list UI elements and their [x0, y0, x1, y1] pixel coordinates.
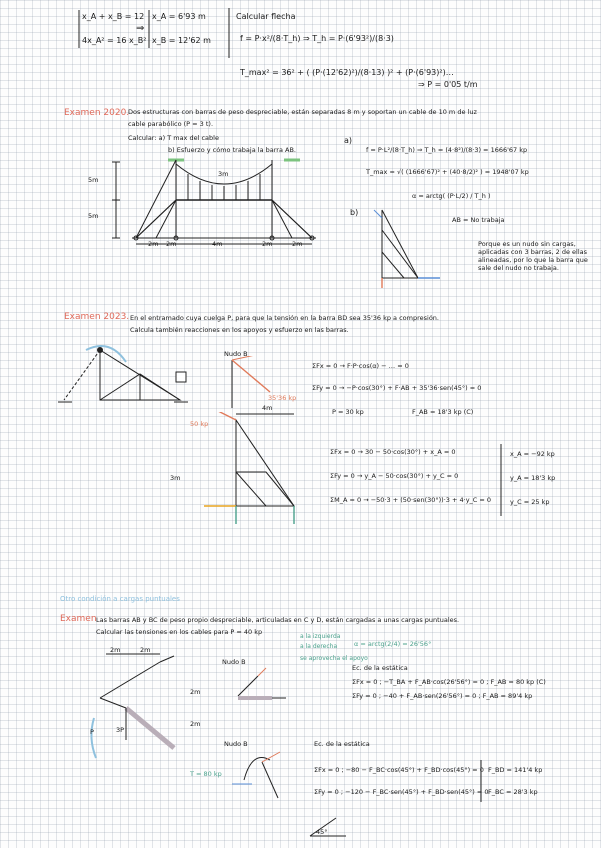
nudo-b-label: Nudo B: [224, 350, 248, 358]
ex2-eq-3: ΣFx = 0 → 30 − 50·cos(30°) + x_A = 0: [330, 448, 456, 456]
ex1-calc-2: T_max = √( (1666'67)² + (40·8/2)² ) = 1948'07 kp: [366, 168, 529, 176]
ab-explanation: Porque es un nudo sin cargas, aplicadas con 3 barras, 2 de ellas alineadas, por lo que la barra que sale del nudo no trabaja.: [478, 240, 588, 272]
ab-note: AB = No trabaja: [452, 216, 505, 224]
force-35-36: 35'36 kp: [268, 394, 297, 402]
ex2-result-fab: F_AB = 18'3 kp (C): [412, 408, 474, 416]
ex2-result-xa: x_A = −92 kp: [510, 450, 555, 458]
ex3-nudo-b2-fbd: [222, 740, 302, 808]
ex2-divider: [500, 444, 502, 516]
ex3-subtitle: Otro condición a cargas puntuales: [60, 595, 180, 603]
load-result: ⇒ P = 0'05 t/m: [418, 80, 478, 89]
dim-2m-a: 2m: [148, 240, 159, 248]
part-b-label: b): [350, 208, 359, 217]
result-xa: x_A = 6'93 m: [152, 12, 206, 21]
ex3-dim-2m-b: 2m: [140, 646, 151, 654]
ex2-eq-5: ΣM_A = 0 → −50·3 + (50·sen(30°))·3 + 4·y_C = 0: [330, 496, 492, 504]
dim-4m: 4m: [212, 240, 223, 248]
ex3-note-2: a la derecha: [300, 643, 338, 650]
implies-arrow: ⇒: [136, 23, 145, 34]
ex3-dim-2m-d: 2m: [190, 720, 201, 728]
ex1-calc-1: f = P·L²/(8·T_h) ⇒ T_h = (4·8²)/(8·3) = 1666'67 kp: [366, 146, 528, 154]
dim-2m-c: 2m: [262, 240, 273, 248]
ex2-eq-2: ΣFy = 0 → −P·cos(30°) + F·AB + 35'36·sen(45°) = 0: [312, 384, 482, 392]
ex3-text-1: Las barras AB y BC de peso propio despreciable, articuladas en C y D, están cargadas a unas cargas puntuales.: [96, 616, 460, 624]
ex3-heading: Examen: [60, 614, 97, 624]
ex3-divider: [480, 760, 482, 802]
ex1-text-3: Calcular: a) T max del cable: [128, 134, 219, 142]
ex1-calc-3: α = arctg( (P·L/2) / T_h ): [412, 192, 491, 200]
calc-flecha-label: Calcular flecha: [236, 12, 296, 21]
ex2-truss-diagram: [50, 340, 240, 420]
ex2-eq-1: ΣFx = 0 → F·P·cos(α) − … = 0: [312, 362, 409, 370]
ex3-angle-eq: α = arctg(2/4) = 26'56°: [354, 640, 432, 648]
ex1-text-1: Dos estructuras con barras de peso despreciable, están separadas 8 m y soportan un cable de 10 m de luz: [128, 108, 477, 116]
ex1-fbd-diagram: [362, 200, 462, 290]
exam-2023-heading: Examen 2023.: [64, 312, 130, 322]
ex2-result-yc: y_C = 25 kp: [510, 498, 550, 506]
ex3-ec-label: Ec. de la estática: [352, 664, 408, 672]
result-xb: x_B = 12'62 m: [152, 36, 211, 45]
dim-2m-b: 2m: [166, 240, 177, 248]
ex3-nudo-b2: Nudo B: [224, 740, 248, 748]
ex1-text-4: b) Esfuerzo y cómo trabaja la barra AB.: [168, 146, 296, 154]
ex3-load-3p: 3P: [116, 726, 125, 734]
ex3-note-1: a la izquierda: [300, 633, 341, 640]
ex2-text-2: Calcula también reacciones en los apoyos y esfuerzo en las barras.: [130, 326, 349, 334]
ex3-angle-sketch: [306, 812, 366, 842]
exam-2020-heading: Examen 2020.: [64, 108, 130, 118]
ex3-bottom-angle: 45°: [316, 828, 328, 836]
ex3-ec-label-2: Ec. de la estática: [314, 740, 370, 748]
ex3-nudo-b: Nudo B: [222, 658, 246, 666]
ex3-nudo-b-fbd: [222, 664, 302, 714]
ex3-eq-4: ΣFy = 0 ; −120 − F_BC·sen(45°) + F_BD·sen(45°) = 0: [314, 788, 489, 796]
dim-5m-top: 5m: [88, 176, 99, 184]
ex2-result-ya: y_A = 18'3 kp: [510, 474, 556, 482]
ex1-structure-diagram: [76, 150, 326, 260]
dim-5m-bottom: 5m: [88, 212, 99, 220]
ex3-eq-3: ΣFx = 0 ; −80 − F_BC·cos(45°) + F_BD·cos(45°) = 0: [314, 766, 484, 774]
ex3-result-1: F_BD = 141'4 kp: [488, 766, 543, 774]
ex3-t80: T = 80 kp: [190, 770, 222, 778]
ex2-result-p: P = 30 kp: [332, 408, 364, 416]
ex3-dim-2m-a: 2m: [110, 646, 121, 654]
dim-3m: 3m: [218, 170, 229, 178]
ex3-load-p: P: [90, 728, 94, 736]
part-a-label: a): [344, 136, 353, 145]
ex3-dim-2m-c: 2m: [190, 688, 201, 696]
dim-2m-d: 2m: [292, 240, 303, 248]
ex2-eq-4: ΣFy = 0 → y_A − 50·cos(30°) + y_C = 0: [330, 472, 459, 480]
ex3-eq-1: ΣFx = 0 ; −T_BA + F_AB·cos(26'56°) = 0 ; F_AB = 80 kp (C): [352, 678, 546, 686]
flecha-formula: f = P·x²/(8·T_h) ⇒ T_h = P·(6'93²)/(8·3): [240, 34, 394, 43]
divider-line: [228, 8, 230, 58]
ex2-reactions-diagram: [184, 412, 314, 532]
nudo-b-fbd: [220, 356, 300, 416]
ex3-eq-2: ΣFy = 0 ; −40 + F_AB·sen(26'56°) = 0 ; F_AB = 89'4 kp: [352, 692, 533, 700]
ex2-dim-4m: 4m: [262, 404, 273, 412]
tmax-formula: T_max² = 36² + ( (P·(12'62)²)/(8·13) )² + (P·(6'93)²)…: [240, 68, 454, 77]
system-eq-1: x_A + x_B = 12: [82, 12, 145, 21]
ex3-structure-diagram: [84, 648, 214, 768]
ex3-text-2: Calcular las tensiones en los cables para P = 40 kp: [96, 628, 263, 636]
ex1-text-2: cable parabólico (P = 3 t).: [128, 120, 214, 128]
ex2-text-1: En el entramado cuya cuelga P, para que la tensión en la barra BD sea 35'36 kp a compresión.: [130, 314, 439, 322]
brace-lines: [76, 8, 216, 52]
ex3-result-2: F_BC = 28'3 kp: [488, 788, 538, 796]
system-eq-2: 4x_A² = 16 x_B²: [82, 36, 147, 45]
ex2-dim-3m: 3m: [170, 474, 181, 482]
force-50kp: 50 kp: [190, 420, 209, 428]
ex3-note-3: se aprovecha el apoyo: [300, 655, 368, 662]
